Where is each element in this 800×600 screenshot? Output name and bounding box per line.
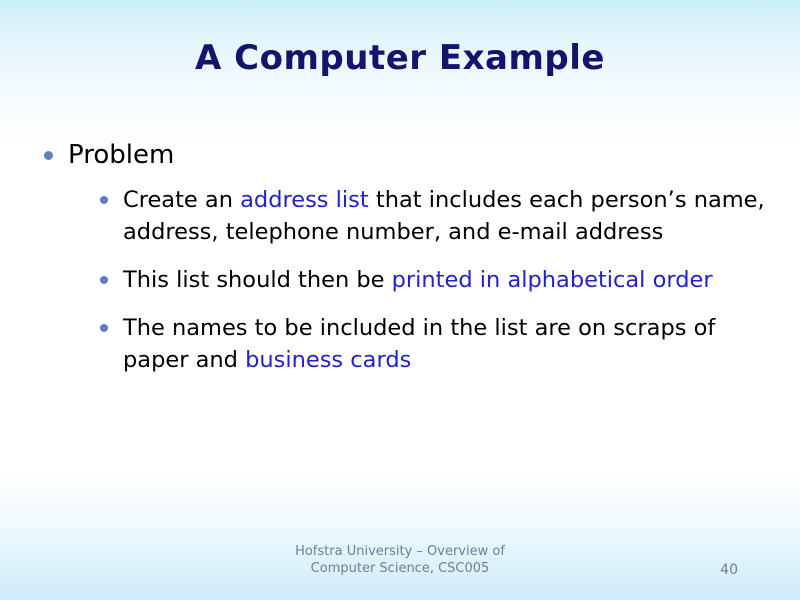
footer-line-2: Computer Science, CSC005 <box>310 561 490 577</box>
footer-line-1: Hofstra University – Overview of <box>295 543 505 559</box>
list-item <box>98 265 768 297</box>
list-item-text: The names to be included in the list are on scraps of paper and business cards <box>123 315 716 373</box>
bullet-dot-icon <box>44 151 53 160</box>
list-item <box>98 185 768 249</box>
page-number: 40 <box>720 562 738 578</box>
page-title: A Computer Example <box>195 38 605 78</box>
bullet-dot-icon <box>100 276 108 284</box>
list-item-text: This list should then be printed in alphabetical order <box>123 267 713 294</box>
bullet-dot-icon <box>100 196 108 204</box>
list-item-text: Create an address list that includes each person’s name, address, telephone number, and e-mail address <box>123 187 765 246</box>
bullet-dot-icon <box>100 324 108 332</box>
slide-footer <box>0 543 800 578</box>
sub-bullet-list <box>98 185 768 377</box>
list-item <box>98 313 768 377</box>
slide-body <box>38 140 768 393</box>
bullet-item-level1-label: Problem <box>68 140 175 170</box>
bullet-item-level1 <box>38 140 768 171</box>
